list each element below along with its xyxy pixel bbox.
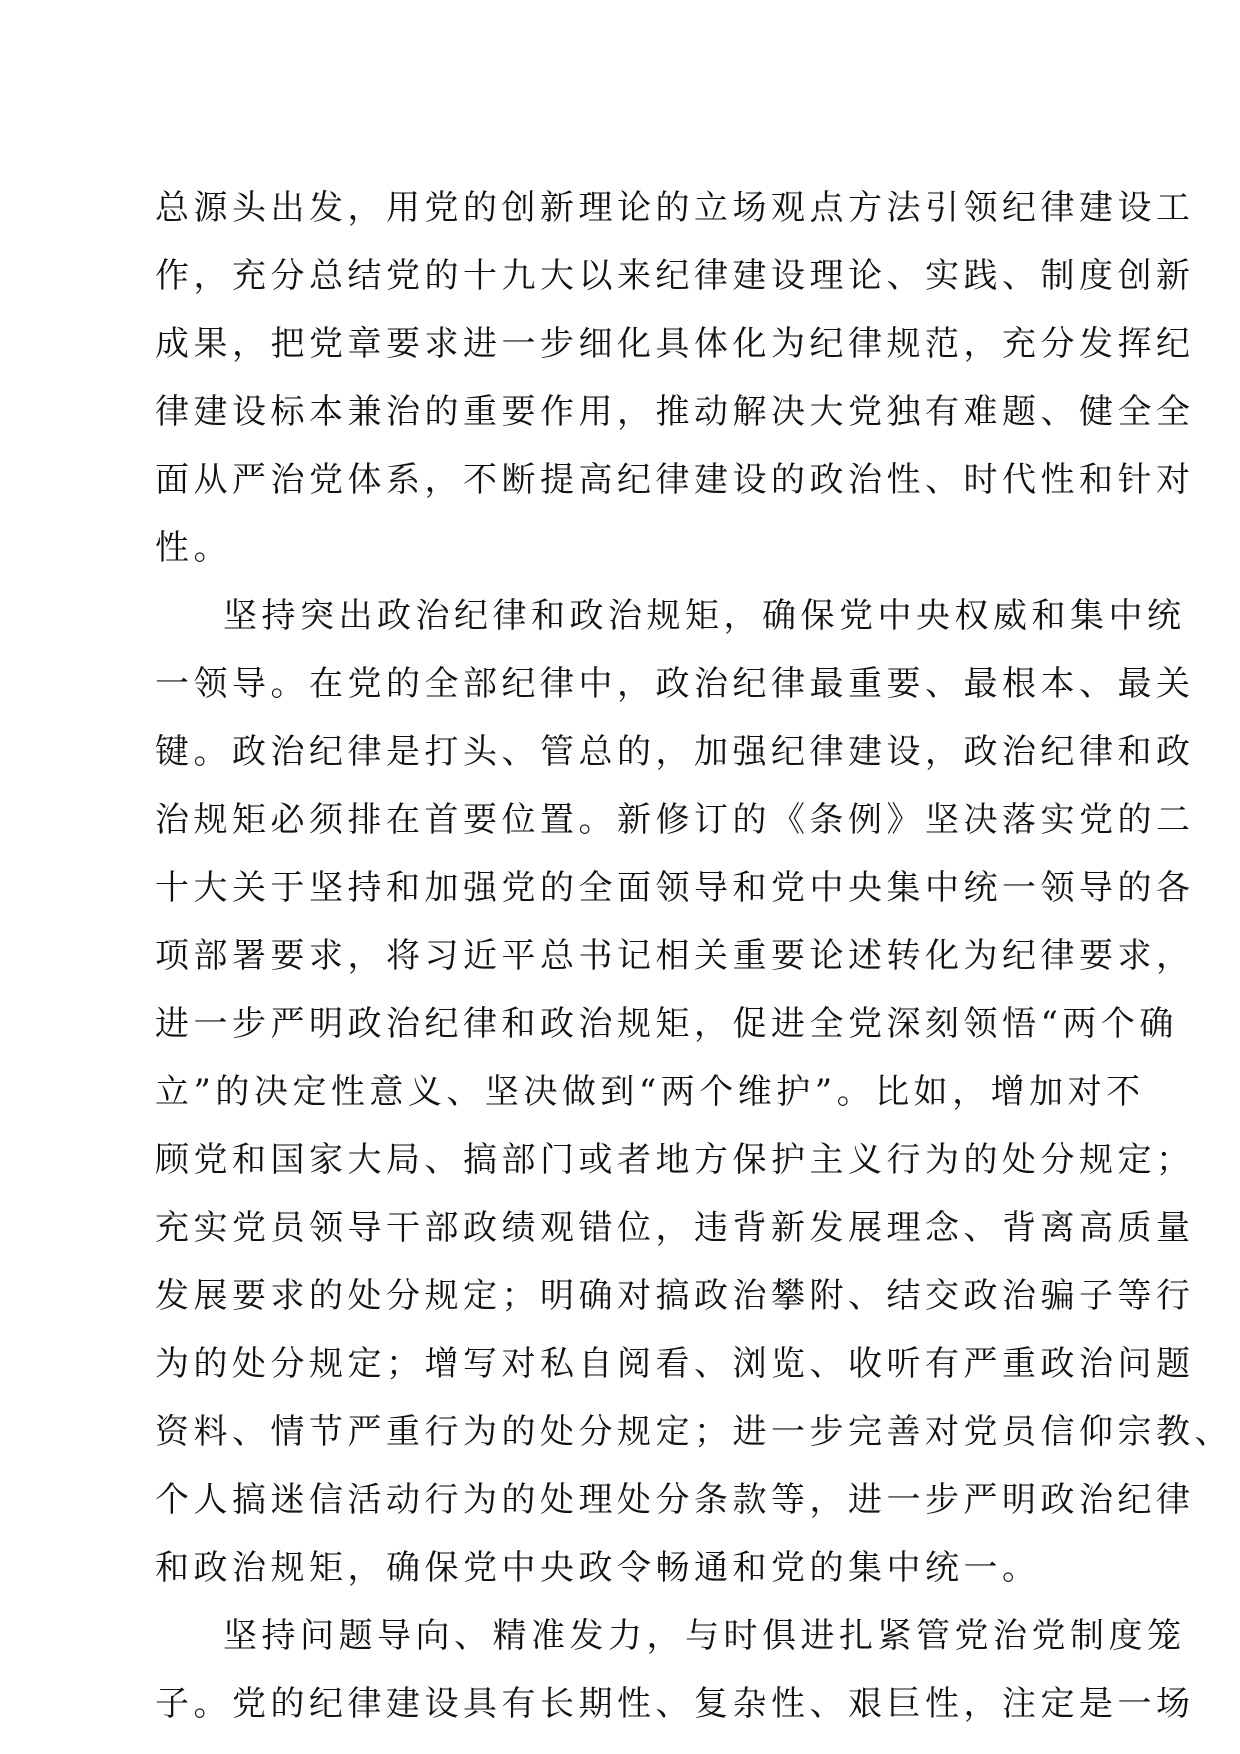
text-line: 和政治规矩，确保党中央政令畅通和党的集中统一。 — [155, 1548, 1041, 1588]
text-line: 十大关于坚持和加强党的全面领导和党中央集中统一领导的各 — [155, 868, 1195, 908]
text-line: 键。政治纪律是打头、管总的，加强纪律建设，政治纪律和政 — [155, 732, 1195, 772]
text-line: 性。 — [155, 528, 232, 568]
text-line: 个人搞迷信活动行为的处理处分条款等，进一步严明政治纪律 — [155, 1480, 1195, 1520]
text-line: 为的处分规定；增写对私自阅看、浏览、收听有严重政治问题 — [155, 1344, 1195, 1384]
text-line: 子。党的纪律建设具有长期性、复杂性、艰巨性，注定是一场 — [155, 1684, 1195, 1724]
text-line: 资料、情节严重行为的处分规定；进一步完善对党员信仰宗教、 — [155, 1412, 1233, 1452]
paragraph-first-line: 坚持突出政治纪律和政治规矩，确保党中央权威和集中统 — [223, 596, 1186, 636]
text-line: 律建设标本兼治的重要作用，推动解决大党独有难题、健全全 — [155, 392, 1195, 432]
paragraph-first-line: 坚持问题导向、精准发力，与时俱进扎紧管党治党制度笼 — [223, 1616, 1186, 1656]
text-line: 一领导。在党的全部纪律中，政治纪律最重要、最根本、最关 — [155, 664, 1195, 704]
text-line: 充实党员领导干部政绩观错位，违背新发展理念、背离高质量 — [155, 1208, 1195, 1248]
text-line: 成果，把党章要求进一步细化具体化为纪律规范，充分发挥纪 — [155, 324, 1195, 364]
text-line: 进一步严明政治纪律和政治规矩，促进全党深刻领悟“两个确 — [155, 1004, 1178, 1044]
text-line: 发展要求的处分规定；明确对搞政治攀附、结交政治骗子等行 — [155, 1276, 1195, 1316]
text-line: 立”的决定性意义、坚决做到“两个维护”。比如，增加对不 — [155, 1072, 1145, 1112]
text-line: 总源头出发，用党的创新理论的立场观点方法引领纪律建设工 — [155, 188, 1195, 228]
text-line: 顾党和国家大局、搞部门或者地方保护主义行为的处分规定； — [155, 1140, 1195, 1180]
text-line: 项部署要求，将习近平总书记相关重要论述转化为纪律要求， — [155, 936, 1195, 976]
text-line: 治规矩必须排在首要位置。新修订的《条例》坚决落实党的二 — [155, 800, 1195, 840]
text-line: 面从严治党体系，不断提高纪律建设的政治性、时代性和针对 — [155, 460, 1195, 500]
text-line: 作，充分总结党的十九大以来纪律建设理论、实践、制度创新 — [155, 256, 1195, 296]
